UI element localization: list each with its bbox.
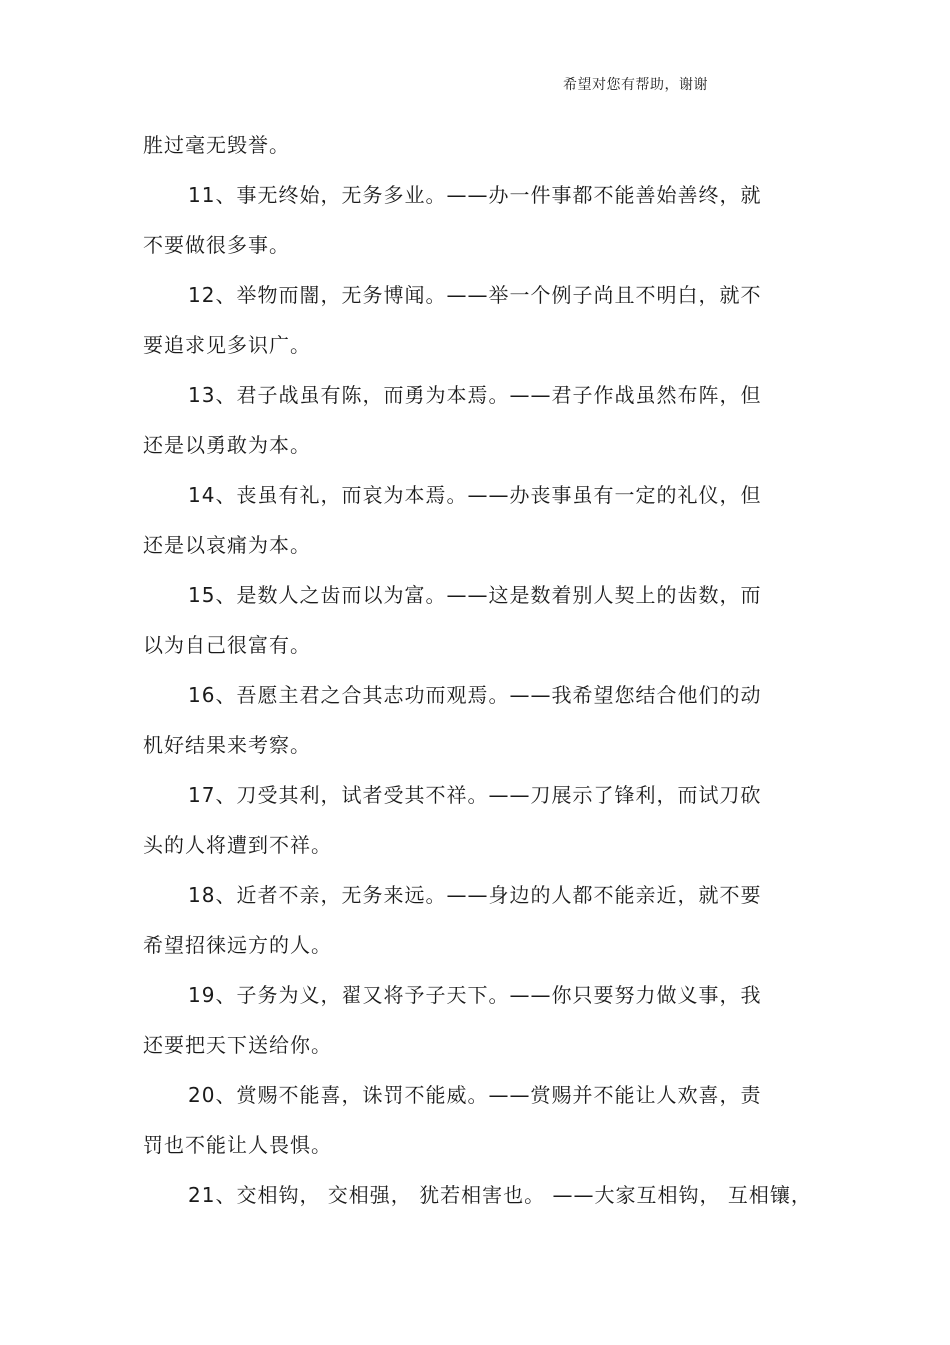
- text-line: 要追求见多识广。: [143, 333, 311, 357]
- text-line: 12、举物而闇，无务博闻。——举一个例子尚且不明白，就不: [188, 283, 762, 307]
- text-line: 11、事无终始，无务多业。——办一件事都不能善始善终，就: [188, 183, 762, 207]
- text-line: 还是以哀痛为本。: [143, 533, 311, 557]
- text-line: 胜过毫无毁誉。: [143, 133, 290, 157]
- text-line: 不要做很多事。: [143, 233, 290, 257]
- text-line: 17、刀受其利，试者受其不祥。——刀展示了锋利，而试刀砍: [188, 783, 762, 807]
- text-line: 以为自己很富有。: [143, 633, 311, 657]
- text-line: 16、吾愿主君之合其志功而观焉。——我希望您结合他们的动: [188, 683, 762, 707]
- text-line: 13、君子战虽有陈，而勇为本焉。——君子作战虽然布阵，但: [188, 383, 762, 407]
- text-line: 希望招徕远方的人。: [143, 933, 332, 957]
- text-line: 18、近者不亲，无务来远。——身边的人都不能亲近，就不要: [188, 883, 762, 907]
- text-line: 21、交相钩， 交相强， 犹若相害也。 ——大家互相钩， 互相镶，: [188, 1183, 812, 1207]
- text-line: 还要把天下送给你。: [143, 1033, 332, 1057]
- text-line: 头的人将遭到不祥。: [143, 833, 332, 857]
- page-header: 希望对您有帮助，谢谢: [563, 77, 708, 93]
- text-line: 19、子务为义，翟又将予子天下。——你只要努力做义事，我: [188, 983, 762, 1007]
- text-line: 罚也不能让人畏惧。: [143, 1133, 332, 1157]
- text-line: 20、赏赐不能喜，诛罚不能威。——赏赐并不能让人欢喜，责: [188, 1083, 762, 1107]
- text-line: 14、丧虽有礼，而哀为本焉。——办丧事虽有一定的礼仪，但: [188, 483, 762, 507]
- text-line: 15、是数人之齿而以为富。——这是数着别人契上的齿数，而: [188, 583, 762, 607]
- text-line: 机好结果来考察。: [143, 733, 311, 757]
- text-line: 还是以勇敢为本。: [143, 433, 311, 457]
